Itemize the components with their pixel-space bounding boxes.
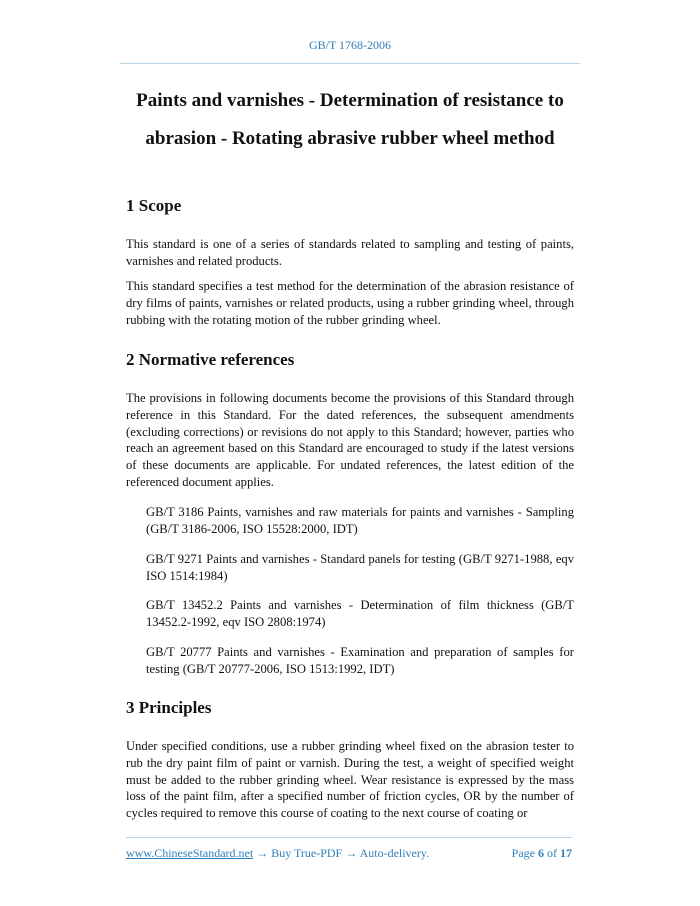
scope-paragraph-1 — [126, 236, 574, 270]
reference-item — [146, 597, 574, 631]
footer-divider — [126, 837, 572, 838]
title-line-1: Paints and varnishes - Determination of resistance to — [136, 90, 564, 111]
footer-promo — [126, 846, 429, 861]
website-link[interactable]: www.ChineseStandard.net — [126, 846, 254, 860]
reference-item — [146, 551, 574, 585]
document-id-header: GB/T 1768-2006 — [308, 38, 392, 52]
page-footer — [126, 846, 572, 861]
title-line-2: abrasion - Rotating abrasive rubber wheel method — [145, 128, 555, 149]
header-divider — [120, 63, 580, 64]
page-label: Page — [511, 846, 535, 860]
reference-text: GB/T 13452.2 Paints and varnishes - Determination of film thickness (GB/T 13452.2-1992, eqv ISO 2808:1974) — [146, 598, 574, 629]
total-pages: 17 — [560, 846, 572, 860]
paragraph-text: Under specified conditions, use a rubber grinding wheel fixed on the abrasion tester to rub the dry paint film of paint or varnish. During the test, a weight of specified weight must be added to the rubber grinding wheel. Wear resistance is expressed by the mass loss of the paint film, after a specified number of friction cycles, OR by the number of cycles required to remove this course of coating to the next course of coating or — [126, 739, 574, 821]
section-heading-normative-references: 2 Normative references — [126, 350, 295, 369]
reference-item — [146, 504, 574, 538]
current-page: 6 — [538, 846, 544, 860]
reference-text: GB/T 3186 Paints, varnishes and raw materials for paints and varnishes - Sampling (GB/T 3186-2006, ISO 15528:2000, IDT) — [146, 505, 574, 536]
normative-references-paragraph — [126, 390, 574, 491]
principles-paragraph — [126, 738, 574, 822]
paragraph-text: This standard is one of a series of standards related to sampling and testing of paints, varnishes and related products. — [126, 237, 574, 268]
page-indicator — [512, 846, 572, 861]
section-heading-scope: 1 Scope — [126, 196, 182, 215]
footer-tagline: → Buy True-PDF → Auto-delivery. — [253, 846, 430, 860]
document-title — [110, 82, 590, 158]
scope-paragraph-2 — [126, 278, 574, 328]
paragraph-text: This standard specifies a test method for the determination of the abrasion resistance of dry films of paints, varnishes or related products, using a rubber grinding wheel, through rubbing with the rotating motion of the rubber grinding wheel. — [126, 279, 574, 327]
reference-item — [146, 644, 574, 678]
reference-text: GB/T 20777 Paints and varnishes - Examination and preparation of samples for testing (GB/T 20777-2006, ISO 1513:1992, IDT) — [146, 645, 574, 676]
page-of-label: of — [547, 846, 557, 860]
paragraph-text: The provisions in following documents become the provisions of this Standard through reference in this Standard. For the dated references, the subsequent amendments (excluding corrections) or revisions do not apply to this Standard; however, parties who reach an agreement based on this Standard are encouraged to study if the latest versions of these documents are applicable. For undated references, the latest edition of the referenced document applies. — [126, 391, 574, 489]
reference-text: GB/T 9271 Paints and varnishes - Standard panels for testing (GB/T 9271-1988, eqv ISO 1514:1984) — [146, 552, 574, 583]
section-heading-principles: 3 Principles — [126, 698, 212, 717]
